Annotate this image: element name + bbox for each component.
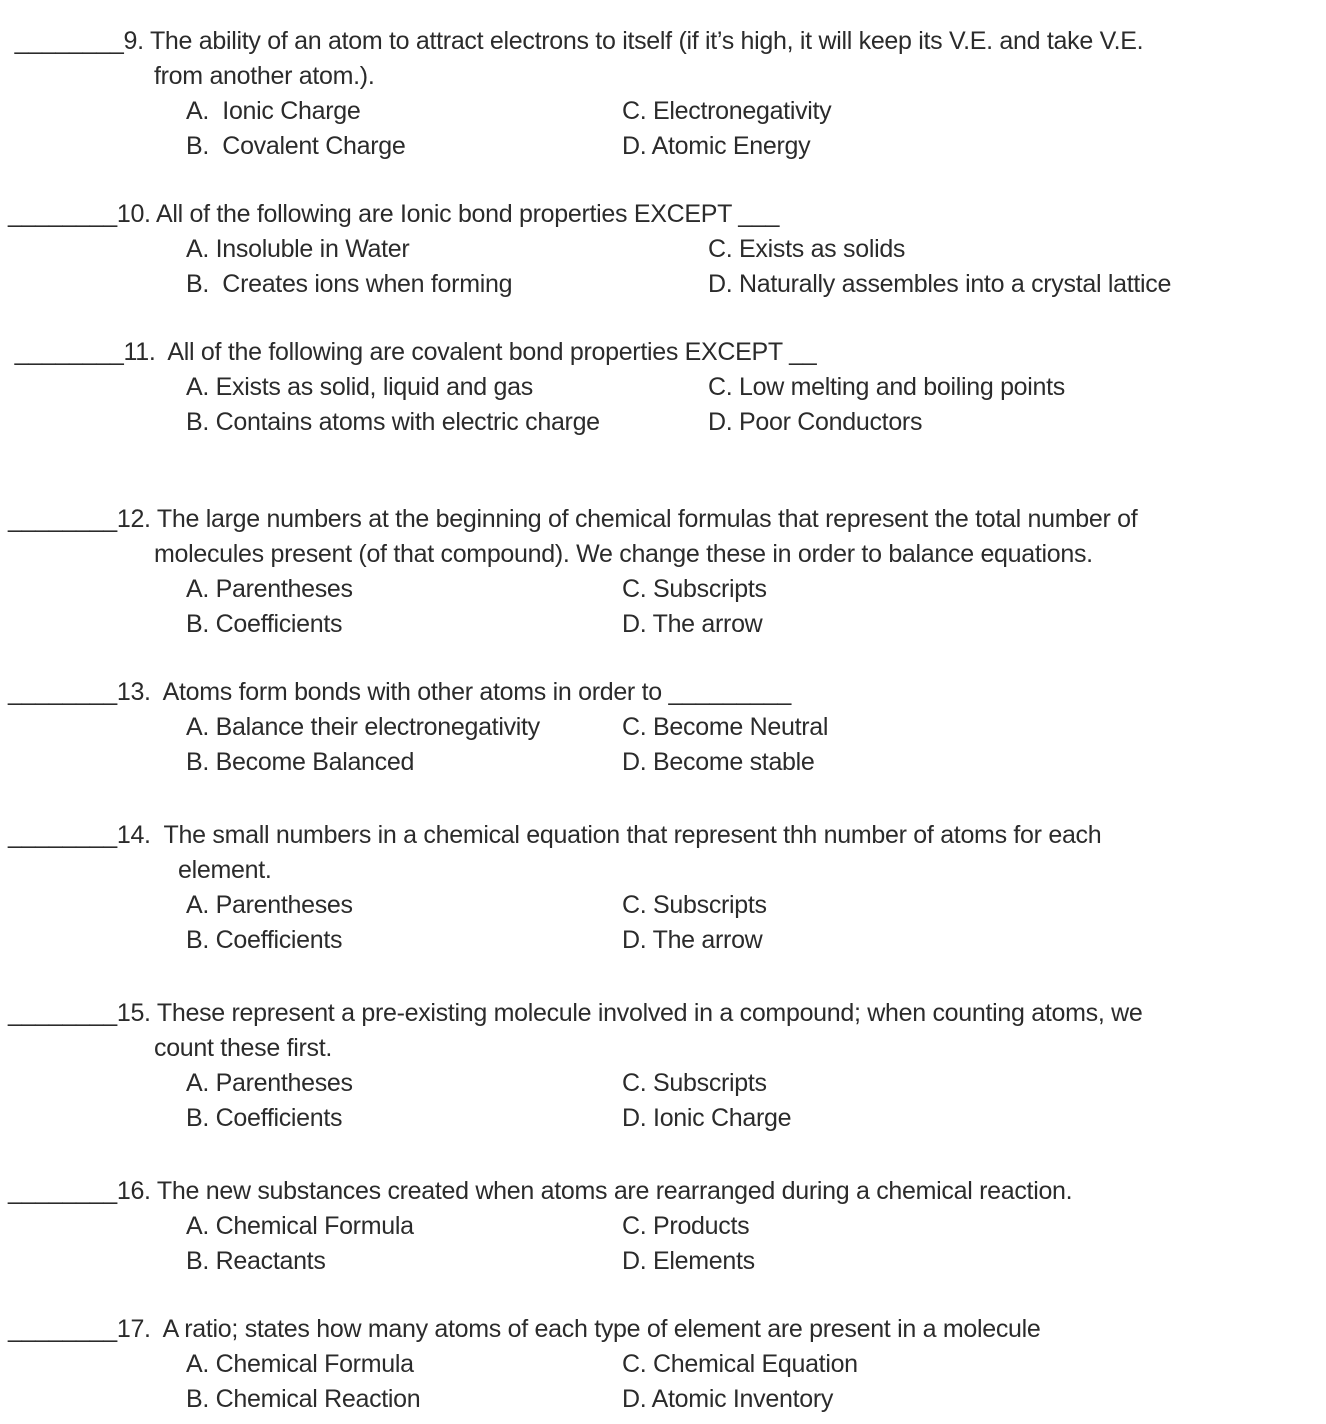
- question-text: Atoms form bonds with other atoms in order to _________: [162, 678, 791, 706]
- question-14: [8, 818, 1326, 958]
- answer-blank: ________: [8, 1315, 117, 1343]
- option-row: [8, 94, 1326, 129]
- question-text: All of the following are Ionic bond properties EXCEPT ___: [155, 200, 780, 228]
- option-a: A. Parentheses: [186, 575, 353, 603]
- option-d: D. Become stable: [622, 748, 815, 776]
- option-row: [8, 232, 1326, 267]
- option-a: A. Chemical Formula: [186, 1212, 414, 1240]
- option-c: C. Products: [622, 1212, 750, 1240]
- question-text: The ability of an atom to attract electrons to itself (if it’s high, it will keep its V.E. and take V.E.: [149, 27, 1144, 55]
- question-12: [8, 502, 1326, 642]
- option-d: D. Atomic Inventory: [622, 1385, 834, 1413]
- question-line: [8, 502, 1326, 537]
- question-line: [8, 996, 1326, 1031]
- option-b: B. Chemical Reaction: [186, 1385, 421, 1413]
- option-c: C. Become Neutral: [622, 713, 829, 741]
- option-a: A. Parentheses: [186, 891, 353, 919]
- question-number: 9.: [123, 27, 150, 55]
- question-11: [8, 335, 1326, 440]
- option-row: [8, 1244, 1326, 1279]
- option-b: B. Coefficients: [186, 926, 343, 954]
- option-row: [8, 1101, 1326, 1136]
- option-row: [8, 1209, 1326, 1244]
- question-text: The small numbers in a chemical equation that represent thh number of atoms for each: [163, 821, 1102, 849]
- question-13: [8, 675, 1326, 780]
- answer-blank: ________: [8, 1177, 117, 1205]
- option-row: [8, 267, 1326, 302]
- question-16: [8, 1174, 1326, 1279]
- question-number: 14.: [116, 821, 164, 849]
- option-c: C. Electronegativity: [622, 97, 832, 125]
- option-b: B. Creates ions when forming: [186, 270, 513, 298]
- question-text-continued: molecules present (of that compound). We change these in order to balance equations.: [154, 540, 1093, 568]
- option-d: D. Atomic Energy: [622, 132, 811, 160]
- option-b: B. Become Balanced: [186, 748, 415, 776]
- option-row: [8, 1382, 1326, 1417]
- question-number: 11.: [123, 338, 168, 366]
- option-row: [8, 129, 1326, 164]
- answer-blank: ________: [8, 338, 124, 366]
- question-number: 16.: [116, 1177, 157, 1205]
- question-10: [8, 197, 1326, 302]
- option-d: D. Naturally assembles into a crystal lattice: [708, 270, 1172, 298]
- option-row: [8, 888, 1326, 923]
- question-line: [8, 675, 1326, 710]
- option-c: C. Subscripts: [622, 891, 767, 919]
- question-line: [8, 197, 1326, 232]
- question-line: [8, 1174, 1326, 1209]
- option-row: [8, 572, 1326, 607]
- option-b: B. Reactants: [186, 1247, 326, 1275]
- option-row: [8, 923, 1326, 958]
- option-row: [8, 405, 1326, 440]
- option-row: [8, 1066, 1326, 1101]
- answer-blank: ________: [8, 678, 117, 706]
- option-b: B. Coefficients: [186, 610, 343, 638]
- option-row: [8, 745, 1326, 780]
- question-17: [8, 1312, 1326, 1417]
- question-line: [8, 1312, 1326, 1347]
- question-line: [8, 335, 1326, 370]
- question-text: The large numbers at the beginning of chemical formulas that represent the total number of: [156, 505, 1138, 533]
- option-a: A. Balance their electronegativity: [186, 713, 540, 741]
- option-c: C. Chemical Equation: [622, 1350, 858, 1378]
- answer-blank: ________: [8, 505, 117, 533]
- question-number: 10.: [116, 200, 156, 228]
- question-text: These represent a pre-existing molecule involved in a compound; when counting atoms, we: [156, 999, 1143, 1027]
- question-15: [8, 996, 1326, 1136]
- option-b: B. Covalent Charge: [186, 132, 406, 160]
- option-a: A. Ionic Charge: [186, 97, 361, 125]
- option-row: [8, 607, 1326, 642]
- question-number: 12.: [116, 505, 157, 533]
- question-text-continued: element.: [178, 856, 272, 884]
- question-text-continued: count these first.: [154, 1034, 333, 1062]
- option-a: A. Chemical Formula: [186, 1350, 414, 1378]
- option-row: [8, 710, 1326, 745]
- question-line: [8, 818, 1326, 853]
- option-a: A. Parentheses: [186, 1069, 353, 1097]
- question-text-continued: from another atom.).: [154, 62, 375, 90]
- question-9: [8, 24, 1326, 164]
- option-a: A. Insoluble in Water: [186, 235, 410, 263]
- option-b: B. Coefficients: [186, 1104, 343, 1132]
- option-c: C. Subscripts: [622, 575, 767, 603]
- option-d: D. Poor Conductors: [708, 408, 923, 436]
- answer-blank: ________: [8, 200, 117, 228]
- question-number: 17.: [116, 1315, 163, 1343]
- option-d: D. Ionic Charge: [622, 1104, 792, 1132]
- question-text: A ratio; states how many atoms of each type of element are present in a molecule: [162, 1315, 1041, 1343]
- option-d: D. The arrow: [622, 926, 763, 954]
- option-c: C. Subscripts: [622, 1069, 767, 1097]
- option-c: C. Low melting and boiling points: [708, 373, 1065, 401]
- question-line: [8, 24, 1326, 59]
- question-number: 15.: [116, 999, 157, 1027]
- answer-blank: ________: [8, 27, 124, 55]
- option-d: D. Elements: [622, 1247, 755, 1275]
- answer-blank: ________: [8, 999, 117, 1027]
- question-text: All of the following are covalent bond properties EXCEPT __: [167, 338, 817, 366]
- option-b: B. Contains atoms with electric charge: [186, 408, 600, 436]
- question-number: 13.: [116, 678, 163, 706]
- option-row: [8, 370, 1326, 405]
- question-text: The new substances created when atoms are rearranged during a chemical reaction.: [156, 1177, 1073, 1205]
- option-a: A. Exists as solid, liquid and gas: [186, 373, 533, 401]
- answer-blank: ________: [8, 821, 117, 849]
- option-c: C. Exists as solids: [708, 235, 906, 263]
- option-row: [8, 1347, 1326, 1382]
- option-d: D. The arrow: [622, 610, 763, 638]
